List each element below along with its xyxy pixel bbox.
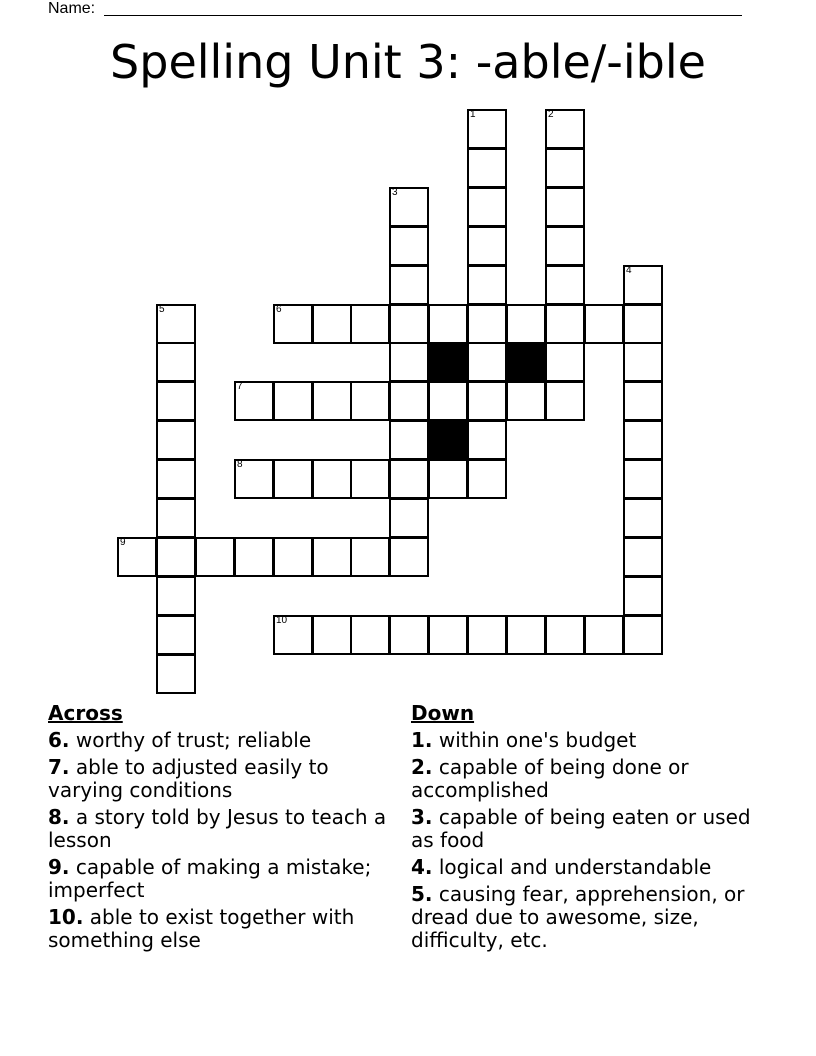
grid-cell[interactable] [312,304,352,344]
grid-cell[interactable] [467,459,507,499]
clue-number-label: 3 [392,187,398,198]
clue-text: able to adjusted easily to varying conditions [48,755,329,802]
grid-cell[interactable] [156,537,196,577]
grid-cell[interactable] [623,498,663,538]
grid-cell[interactable] [545,615,585,655]
grid-cell[interactable] [156,576,196,616]
grid-cell[interactable] [389,420,429,460]
clue-number-label: 8 [237,459,243,470]
grid-cell[interactable] [156,615,196,655]
grid-cell[interactable] [545,187,585,227]
grid-cell[interactable] [467,187,507,227]
clue-number-label: 10 [276,615,288,626]
grid-cell[interactable] [506,381,546,421]
grid-cell[interactable] [467,226,507,266]
across-heading: Across [48,701,123,725]
grid-cell[interactable] [428,381,468,421]
grid-cell[interactable] [467,304,507,344]
clue-number: 10. [48,905,84,929]
clue-text: within one's budget [438,728,637,752]
grid-cell[interactable] [623,537,663,577]
grid-cell[interactable] [273,459,313,499]
grid-cell[interactable] [389,459,429,499]
blocked-cell [428,420,468,460]
grid-cell[interactable] [156,654,196,694]
grid-cell[interactable] [195,537,235,577]
grid-cell[interactable] [389,187,429,227]
down-heading: Down [411,701,475,725]
blocked-cell [428,342,468,382]
down-clue-1 [411,729,771,752]
clue-number: 4. [411,855,433,879]
grid-cell[interactable] [467,420,507,460]
grid-cell[interactable] [234,459,274,499]
grid-cell[interactable] [467,109,507,149]
clue-number-label: 9 [120,537,126,548]
clue-text: capable of being eaten or used as food [411,805,751,852]
clue-text: logical and understandable [438,855,712,879]
clue-number-label: 6 [276,304,282,315]
blocked-cell [506,342,546,382]
clue-number: 3. [411,805,433,829]
grid-cell[interactable] [350,615,390,655]
across-clue-10 [48,906,388,952]
clue-number: 8. [48,805,70,829]
grid-cell[interactable] [389,615,429,655]
across-clue-6 [48,729,388,752]
grid-cell[interactable] [623,342,663,382]
clue-text: causing fear, apprehension, or dread due to awesome, size, difficulty, etc. [411,882,745,952]
grid-cell[interactable] [467,381,507,421]
grid-cell[interactable] [506,615,546,655]
grid-cell[interactable] [234,537,274,577]
down-clue-3 [411,806,771,852]
clue-number: 1. [411,728,433,752]
grid-cell[interactable] [389,537,429,577]
grid-cell[interactable] [467,342,507,382]
grid-cell[interactable] [428,304,468,344]
clue-number: 6. [48,728,70,752]
grid-cell[interactable] [623,304,663,344]
grid-cell[interactable] [312,381,352,421]
worksheet-title: Spelling Unit 3: -able/-ible [110,35,706,89]
clue-number-label: 7 [237,381,243,392]
across-clue-7 [48,756,388,802]
grid-cell[interactable] [584,615,624,655]
grid-cell[interactable] [467,148,507,188]
clue-text: capable of being done or accomplished [411,755,689,802]
grid-cell[interactable] [584,304,624,344]
clue-number-label: 4 [626,265,632,276]
grid-cell[interactable] [467,265,507,305]
grid-cell[interactable] [389,304,429,344]
grid-cell[interactable] [389,498,429,538]
grid-cell[interactable] [506,304,546,344]
clue-text: worthy of trust; reliable [75,728,312,752]
down-clues [411,702,771,956]
grid-cell[interactable] [350,537,390,577]
grid-cell[interactable] [428,615,468,655]
grid-cell[interactable] [350,381,390,421]
grid-cell[interactable] [156,498,196,538]
grid-cell[interactable] [312,459,352,499]
clue-number: 5. [411,882,433,906]
grid-cell[interactable] [545,226,585,266]
across-clue-9 [48,856,388,902]
grid-cell[interactable] [156,342,196,382]
across-clue-8 [48,806,388,852]
grid-cell[interactable] [389,226,429,266]
grid-cell[interactable] [545,109,585,149]
clue-number: 2. [411,755,433,779]
grid-cell[interactable] [156,459,196,499]
clue-number-label: 2 [548,109,554,120]
clue-text: a story told by Jesus to teach a lesson [48,805,387,852]
grid-cell[interactable] [389,381,429,421]
grid-cell[interactable] [389,265,429,305]
clue-number: 9. [48,855,70,879]
grid-cell[interactable] [350,459,390,499]
name-label: Name: [48,0,96,17]
across-clues [48,702,388,956]
down-clue-5 [411,883,771,952]
grid-cell[interactable] [312,615,352,655]
grid-cell[interactable] [273,615,313,655]
grid-cell[interactable] [117,537,157,577]
grid-cell[interactable] [545,148,585,188]
grid-cell[interactable] [389,342,429,382]
grid-cell[interactable] [350,304,390,344]
grid-cell[interactable] [273,304,313,344]
grid-cell[interactable] [156,304,196,344]
clue-text: able to exist together with something else [48,905,355,952]
grid-cell[interactable] [273,537,313,577]
grid-cell[interactable] [156,420,196,460]
clue-text: capable of making a mistake; imperfect [48,855,372,902]
grid-cell[interactable] [545,304,585,344]
down-clue-4 [411,856,771,879]
grid-cell[interactable] [234,381,274,421]
grid-cell[interactable] [623,420,663,460]
down-clue-2 [411,756,771,802]
grid-cell[interactable] [467,615,507,655]
grid-cell[interactable] [545,342,585,382]
grid-cell[interactable] [623,576,663,616]
grid-cell[interactable] [273,381,313,421]
grid-cell[interactable] [623,265,663,305]
grid-cell[interactable] [156,381,196,421]
clue-number: 7. [48,755,70,779]
grid-cell[interactable] [312,537,352,577]
grid-cell[interactable] [623,381,663,421]
grid-cell[interactable] [545,265,585,305]
clue-number-label: 5 [159,304,165,315]
grid-cell[interactable] [623,459,663,499]
grid-cell[interactable] [428,459,468,499]
grid-cell[interactable] [545,381,585,421]
clue-number-label: 1 [470,109,476,120]
grid-cell[interactable] [623,615,663,655]
